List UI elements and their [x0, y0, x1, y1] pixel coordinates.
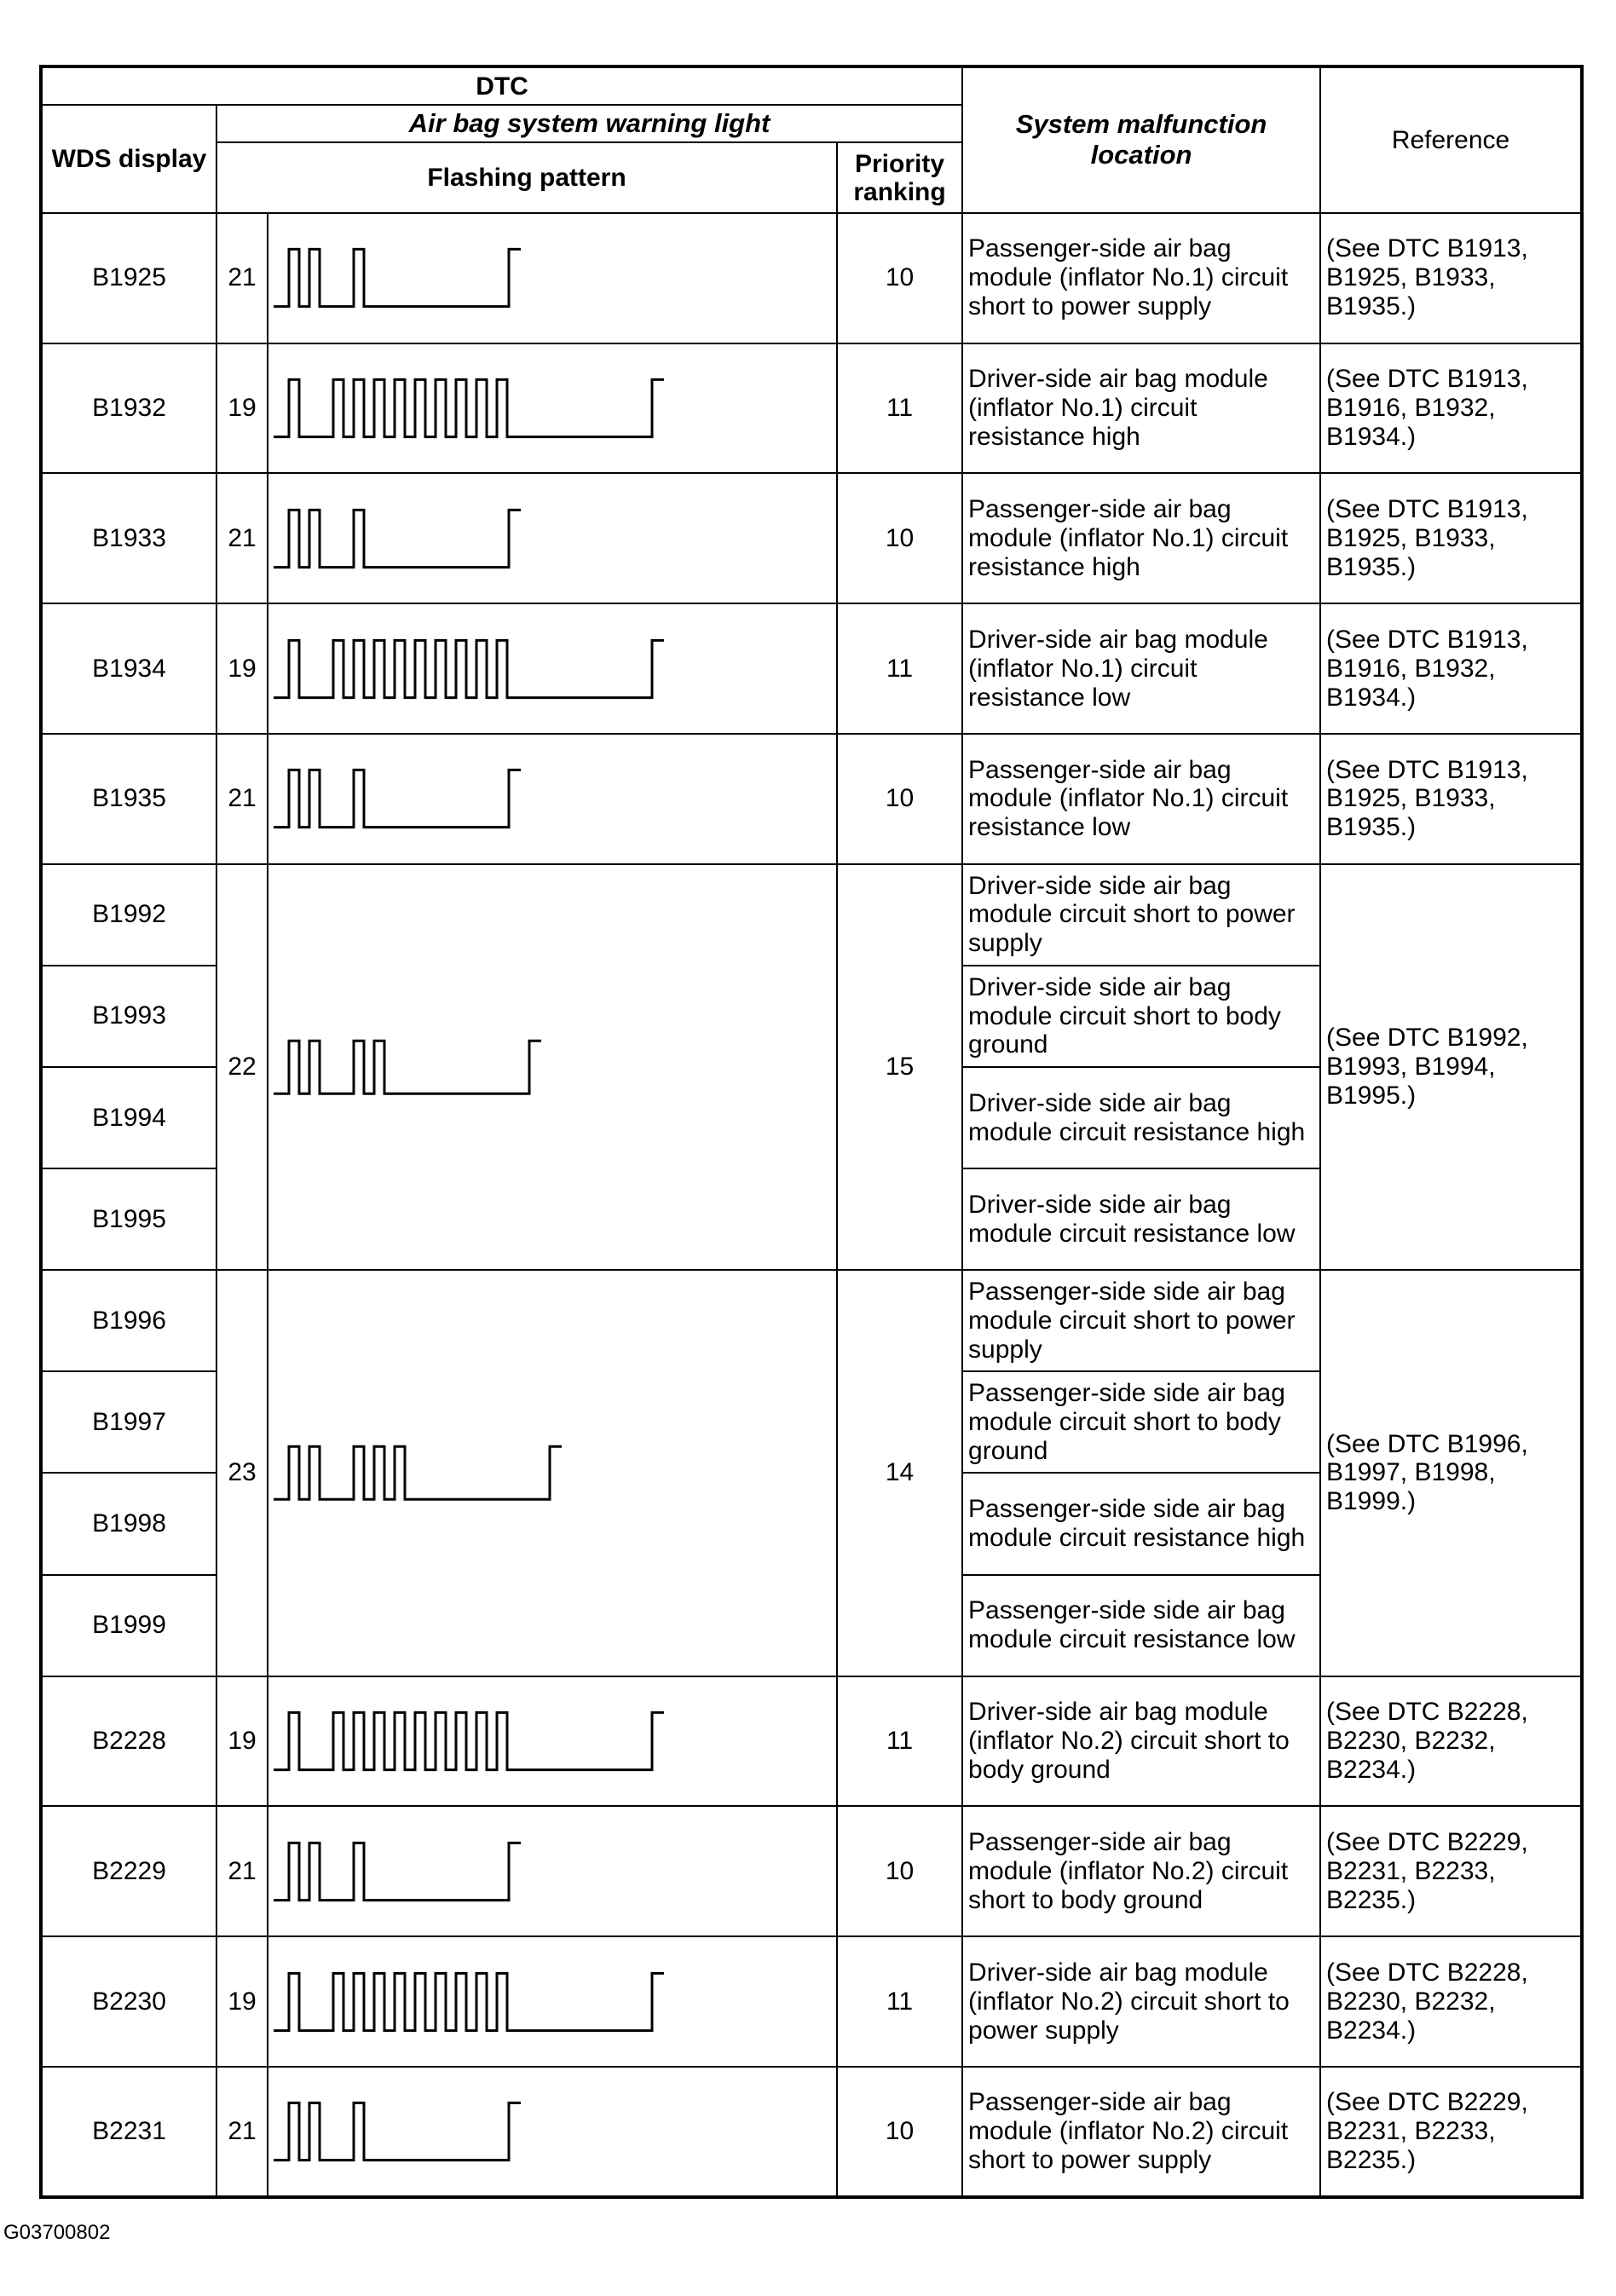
table-row [41, 603, 1582, 734]
flashing-pattern-header: Flashing pattern [216, 142, 837, 212]
malfunction-location: Passenger-side air bag module (inflator No.1) circuit short to power supply [962, 213, 1320, 343]
pattern-waveform [274, 250, 521, 307]
reference: (See DTC B1913, B1916, B1932, B1934.) [1320, 603, 1582, 734]
malfunction-location: Driver-side air bag module (inflator No.2) circuit short to body ground [962, 1676, 1320, 1807]
malfunction-location: Driver-side air bag module (inflator No.2) circuit short to power supply [962, 1936, 1320, 2067]
reference: (See DTC B2229, B2231, B2233, B2235.) [1320, 2067, 1582, 2197]
malfunction-location: Passenger-side side air bag module circuit short to power supply [962, 1270, 1320, 1371]
table-row [41, 1936, 1582, 2067]
wds-code: B1994 [41, 1067, 216, 1168]
pattern-waveform [274, 1041, 541, 1093]
table-row [41, 1270, 1582, 1371]
priority-ranking: 11 [837, 343, 962, 474]
wds-code: B1996 [41, 1270, 216, 1371]
priority-ranking: 10 [837, 734, 962, 864]
priority-ranking-header: Priority ranking [837, 142, 962, 212]
flashing-pattern [268, 2067, 837, 2197]
reference: (See DTC B1913, B1925, B1933, B1935.) [1320, 734, 1582, 864]
wds-code: B1995 [41, 1168, 216, 1270]
pattern-waveform [274, 379, 664, 436]
flashing-pattern [268, 734, 837, 864]
flashing-pattern [268, 1936, 837, 2067]
table-row [41, 2067, 1582, 2197]
malfunction-location: Driver-side side air bag module circuit resistance low [962, 1168, 1320, 1270]
malfunction-location: Driver-side side air bag module circuit resistance high [962, 1067, 1320, 1168]
table-row [41, 864, 1582, 966]
flashing-pattern-icon [268, 1426, 831, 1520]
reference: (See DTC B2229, B2231, B2233, B2235.) [1320, 1806, 1582, 1936]
flash-number: 19 [216, 603, 268, 734]
flashing-pattern [268, 213, 837, 343]
flash-number: 19 [216, 1936, 268, 2067]
table-row [41, 734, 1582, 864]
malfunction-location: Passenger-side air bag module (inflator No.1) circuit resistance low [962, 734, 1320, 864]
malfunction-location: Passenger-side side air bag module circuit resistance high [962, 1473, 1320, 1574]
priority-ranking: 11 [837, 1936, 962, 2067]
pattern-waveform [274, 2103, 521, 2160]
table-row [41, 1806, 1582, 1936]
wds-code: B1998 [41, 1473, 216, 1574]
flashing-pattern-icon [268, 2080, 831, 2183]
flashing-pattern-icon [268, 227, 831, 329]
priority-ranking: 10 [837, 2067, 962, 2197]
wds-code: B1934 [41, 603, 216, 734]
malfunction-location: Passenger-side air bag module (inflator No.2) circuit short to body ground [962, 1806, 1320, 1936]
reference: (See DTC B1992, B1993, B1994, B1995.) [1320, 864, 1582, 1270]
flash-number: 21 [216, 213, 268, 343]
pattern-waveform [274, 770, 521, 828]
dtc-table [39, 65, 1584, 2199]
flashing-pattern-icon [268, 747, 831, 850]
flashing-pattern-icon [268, 357, 831, 459]
wds-code: B1933 [41, 473, 216, 603]
priority-ranking: 14 [837, 1270, 962, 1676]
wds-code: B1992 [41, 864, 216, 966]
pattern-waveform [274, 1973, 664, 2030]
priority-ranking: 15 [837, 864, 962, 1270]
flash-number: 21 [216, 1806, 268, 1936]
flashing-pattern-icon [268, 618, 831, 720]
reference: (See DTC B2228, B2230, B2232, B2234.) [1320, 1936, 1582, 2067]
malfunction-location: Passenger-side air bag module (inflator No.1) circuit resistance high [962, 473, 1320, 603]
wds-code: B1932 [41, 343, 216, 474]
reference: (See DTC B1996, B1997, B1998, B1999.) [1320, 1270, 1582, 1676]
flashing-pattern-icon [268, 1820, 831, 1923]
wds-code: B2229 [41, 1806, 216, 1936]
malfunction-location: Driver-side side air bag module circuit short to body ground [962, 966, 1320, 1067]
malfunction-location-header: System malfunction location [962, 66, 1320, 213]
flashing-pattern [268, 343, 837, 474]
wds-code: B1997 [41, 1371, 216, 1473]
priority-ranking: 11 [837, 1676, 962, 1807]
flash-number: 23 [216, 1270, 268, 1676]
priority-ranking: 11 [837, 603, 962, 734]
malfunction-location: Passenger-side air bag module (inflator No.2) circuit short to power supply [962, 2067, 1320, 2197]
wds-code: B2230 [41, 1936, 216, 2067]
wds-code: B1925 [41, 213, 216, 343]
flashing-pattern [268, 1270, 837, 1676]
flash-number: 21 [216, 473, 268, 603]
table-row [41, 1676, 1582, 1807]
priority-ranking: 10 [837, 213, 962, 343]
flashing-pattern-icon [268, 1951, 831, 2053]
priority-ranking: 10 [837, 473, 962, 603]
flashing-pattern [268, 1676, 837, 1807]
pattern-waveform [274, 1446, 562, 1499]
reference: (See DTC B1913, B1925, B1933, B1935.) [1320, 473, 1582, 603]
pattern-waveform [274, 1843, 521, 1900]
flash-number: 19 [216, 1676, 268, 1807]
flashing-pattern-icon [268, 1690, 831, 1792]
malfunction-location: Driver-side side air bag module circuit short to power supply [962, 864, 1320, 966]
flashing-pattern [268, 473, 837, 603]
malfunction-location: Passenger-side side air bag module circuit resistance low [962, 1575, 1320, 1676]
reference: (See DTC B1913, B1925, B1933, B1935.) [1320, 213, 1582, 343]
flash-number: 21 [216, 734, 268, 864]
wds-display-header: WDS display [41, 105, 216, 213]
malfunction-location: Driver-side air bag module (inflator No.1) circuit resistance low [962, 603, 1320, 734]
wds-code: B2231 [41, 2067, 216, 2197]
flashing-pattern [268, 1806, 837, 1936]
reference-header: Reference [1320, 66, 1582, 213]
reference: (See DTC B2228, B2230, B2232, B2234.) [1320, 1676, 1582, 1807]
flash-number: 19 [216, 343, 268, 474]
wds-code: B1993 [41, 966, 216, 1067]
wds-code: B1999 [41, 1575, 216, 1676]
malfunction-location: Driver-side air bag module (inflator No.1) circuit resistance high [962, 343, 1320, 474]
dtc-header: DTC [41, 66, 962, 105]
priority-ranking: 10 [837, 1806, 962, 1936]
pattern-waveform [274, 1712, 664, 1769]
flashing-pattern [268, 603, 837, 734]
table-row [41, 213, 1582, 343]
table-row [41, 473, 1582, 603]
flashing-pattern-icon [268, 487, 831, 590]
figure-code: G03700802 [3, 2221, 111, 2244]
flashing-pattern-icon [268, 1020, 831, 1115]
pattern-waveform [274, 510, 521, 567]
flash-number: 22 [216, 864, 268, 1270]
flash-number: 21 [216, 2067, 268, 2197]
malfunction-location: Passenger-side side air bag module circuit short to body ground [962, 1371, 1320, 1473]
flashing-pattern [268, 864, 837, 1270]
wds-code: B2228 [41, 1676, 216, 1807]
pattern-waveform [274, 640, 664, 697]
warning-light-header: Air bag system warning light [216, 105, 962, 142]
reference: (See DTC B1913, B1916, B1932, B1934.) [1320, 343, 1582, 474]
table-row [41, 343, 1582, 474]
wds-code: B1935 [41, 734, 216, 864]
